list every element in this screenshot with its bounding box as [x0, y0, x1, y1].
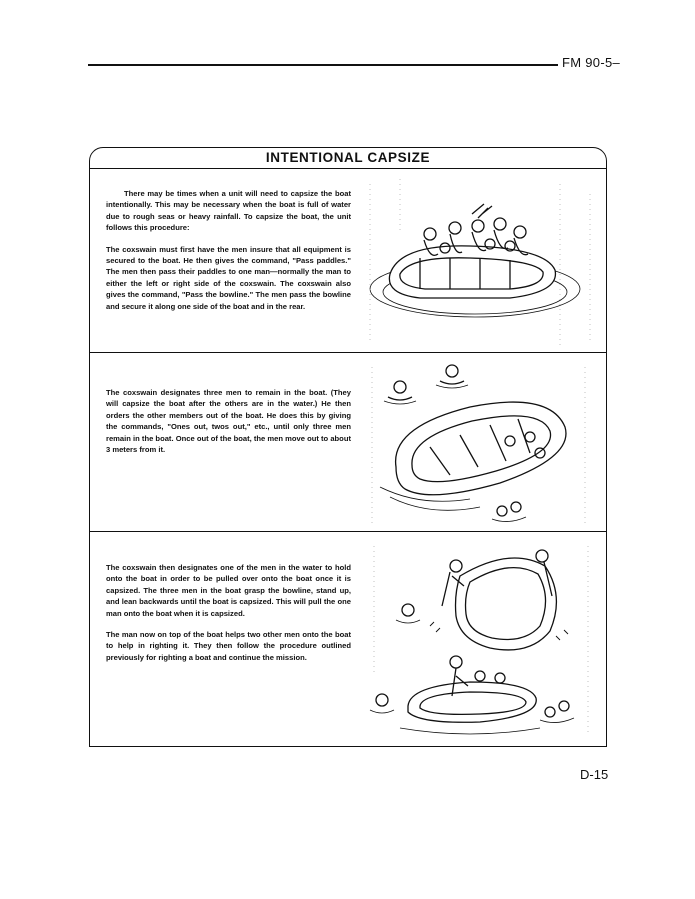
page-title: INTENTIONAL CAPSIZE	[90, 148, 606, 169]
paragraph: There may be times when a unit will need to capsize the boat intentionally. This may be necessary when the boat is full of water due to rough seas or heavy rainfall. To capsize the boat, the unit follows this procedure:	[106, 189, 351, 233]
section-text	[106, 387, 351, 465]
paragraph: The coxswain designates three men to remain in the boat. (They will capsize the boat after the others are in the water.) He then orders the other members out of the boat. He does this by giving the commands, "Ones out, twos out," etc., until only three men remain in the boat. Once out of the boat, the men move out to about 3 meters from it.	[106, 388, 351, 455]
header-rule	[88, 64, 558, 66]
section-prepare	[90, 168, 606, 353]
content-frame	[89, 147, 607, 747]
document-id: FM 90-5–	[562, 55, 621, 70]
page-number: D-15	[580, 767, 609, 782]
section-text	[106, 562, 351, 673]
section-exit-boat	[90, 353, 606, 532]
paragraph: The coxswain must first have the men insure that all equipment is secured to the boat. He then gives the command, "Pass paddles." The men then pass their paddles to one man—normally the man to either the left or right side of the coxswain. The coxswain also gives the command, "Pass the bowline." The men pass the bowline and secure it along one side of the boat and in the rear.	[106, 244, 351, 311]
section-text	[106, 188, 351, 322]
paragraph: The coxswain then designates one of the men in the water to hold onto the boat in order to be pulled over onto the boat once it is capsized. The three men in the boat grasp the bowline, stand up, and lean backwards until the boat is capsized. This will pull the one man onto the boat when it is capsized.	[106, 563, 351, 618]
illustration-capsizing	[360, 536, 604, 742]
illustration-men-in-water	[360, 357, 604, 529]
section-capsize	[90, 532, 606, 747]
illustration-boat-loaded	[360, 174, 604, 350]
paragraph: The man now on top of the boat helps two other men onto the boat to help in righting it. They then follow the procedure outlined previously for righting a boat and continue the mission.	[106, 630, 351, 662]
